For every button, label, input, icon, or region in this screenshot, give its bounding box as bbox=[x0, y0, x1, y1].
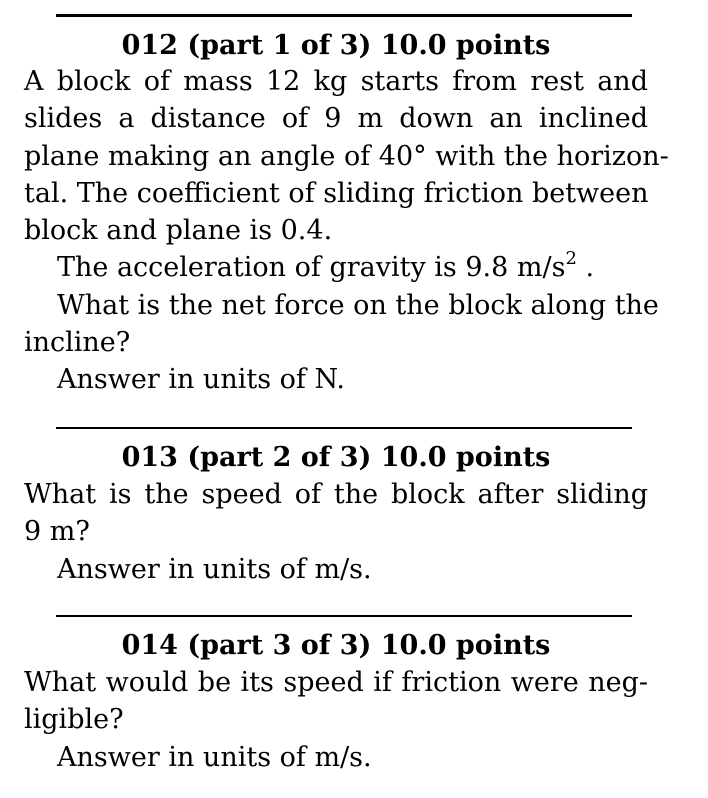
text-line: A block of mass 12 kg starts from rest and bbox=[24, 66, 648, 97]
separator-rule bbox=[56, 615, 632, 617]
question-line: What would be its speed if friction were neg- bbox=[24, 667, 648, 698]
separator-rule bbox=[56, 427, 632, 429]
answer-units: Answer in units of N. bbox=[57, 364, 345, 396]
text-line: block and plane is 0.4. bbox=[24, 215, 333, 247]
question-text bbox=[24, 664, 648, 776]
answer-units: Answer in units of m/s. bbox=[57, 553, 372, 585]
text-line: tal. The coefficient of sliding friction between bbox=[24, 177, 649, 209]
answer-units: Answer in units of m/s. bbox=[57, 741, 372, 773]
gravity-suffix: . bbox=[576, 252, 595, 284]
question-line: What is the speed of the block after sliding bbox=[24, 479, 648, 510]
question-line: What is the net force on the block along the bbox=[57, 289, 659, 321]
gravity-statement bbox=[24, 249, 648, 286]
question-line: incline? bbox=[24, 327, 131, 359]
question-header: 014 (part 3 of 3) 10.0 points bbox=[121, 630, 551, 661]
gravity-text: The acceleration of gravity is 9.8 m/s bbox=[57, 252, 566, 284]
separator-rule bbox=[56, 14, 632, 17]
text-line: slides a distance of 9 m down an inclined bbox=[24, 103, 648, 135]
question-text bbox=[24, 476, 648, 588]
text-line: plane making an angle of 40° with the horizon- bbox=[24, 140, 669, 172]
question-line: ligible? bbox=[24, 704, 124, 736]
question-line: 9 m? bbox=[24, 516, 90, 548]
gravity-exponent: 2 bbox=[565, 248, 577, 270]
question-header: 013 (part 2 of 3) 10.0 points bbox=[121, 442, 551, 473]
question-text bbox=[24, 63, 669, 399]
question-header: 012 (part 1 of 3) 10.0 points bbox=[121, 30, 551, 61]
